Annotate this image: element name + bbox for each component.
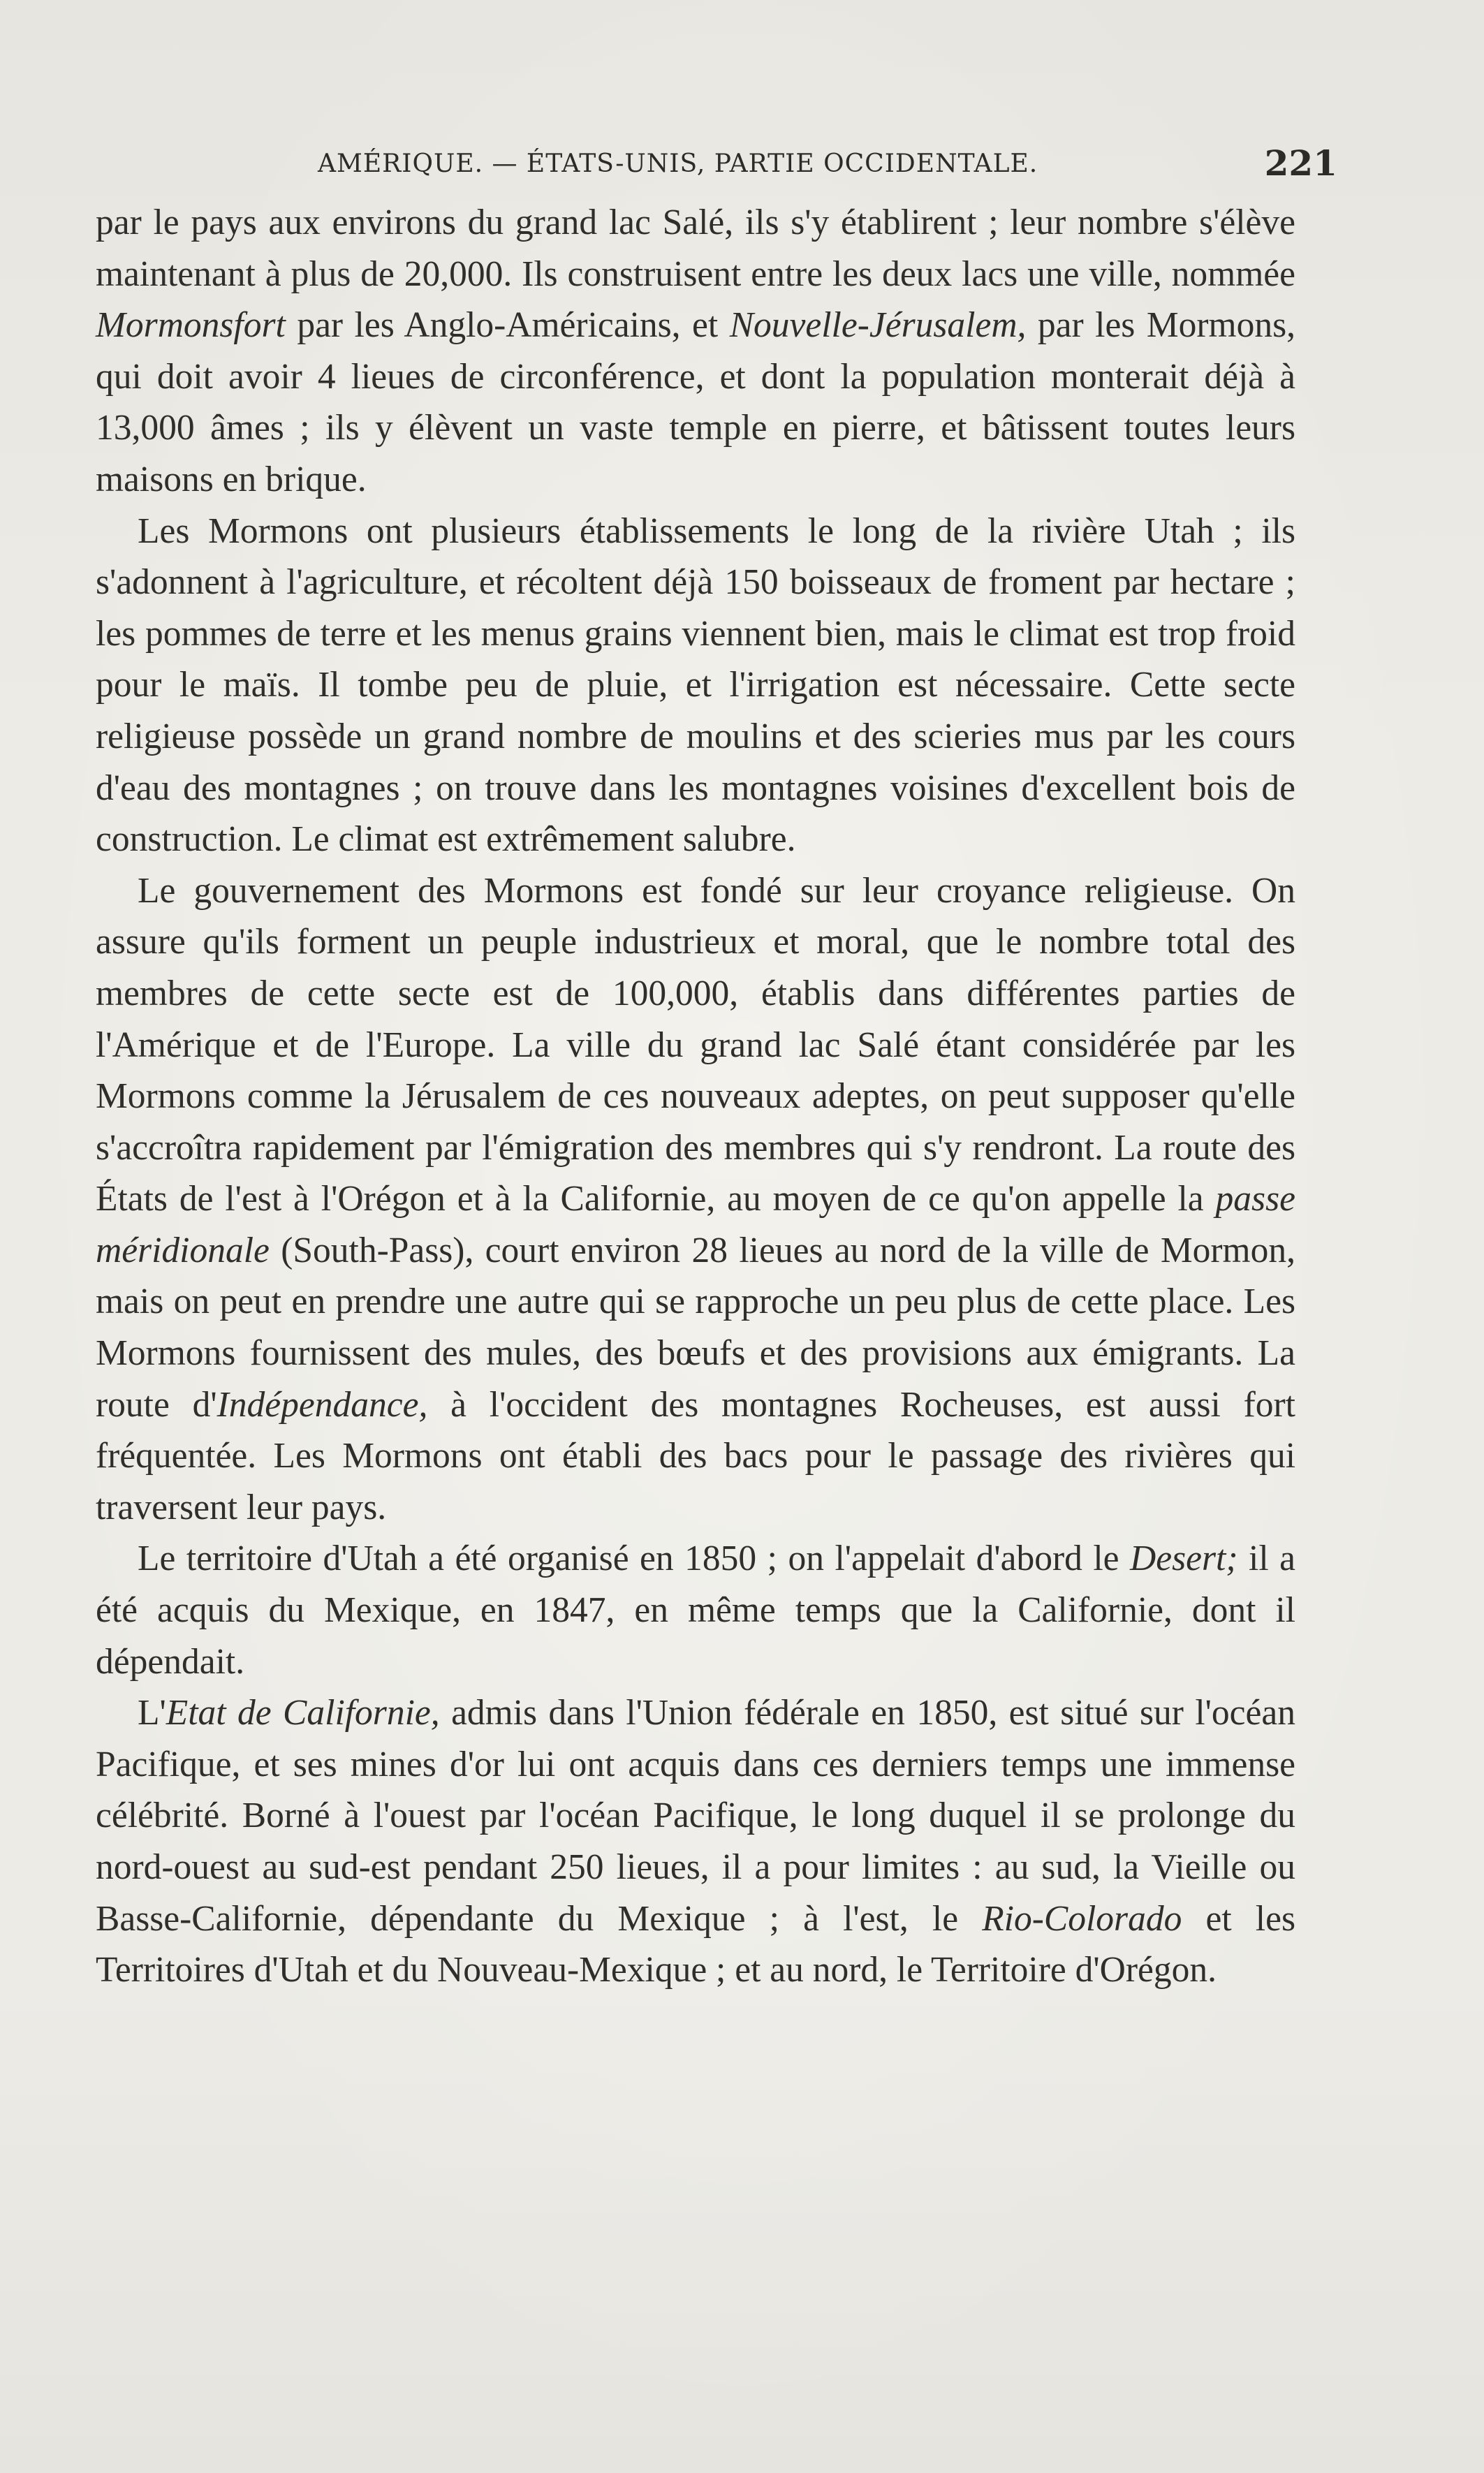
paragraph-text: (South-Pass), court environ 28 lieues au nord de la ville de Mormon, mais on peut en prendre une autre qui se rapproche un peu plus de cette place. Les Mormons fournissent des mules, des bœufs et des provisions aux émigrants. La route d' [96, 1230, 1295, 1425]
italic-term: Indépendance, [216, 1384, 428, 1425]
paragraph-text: Le territoire d'Utah a été organisé en 1850 ; on l'appelait d'abord le [138, 1539, 1131, 1579]
italic-term: passe méridionale [96, 1179, 1295, 1270]
paragraph-text: par les Anglo-Américains, et [285, 305, 730, 346]
paragraph-text: et les Territoires d'Utah et du Nouveau-Mexique ; et au nord, le Territoire d'Orégon. [96, 1898, 1295, 1990]
running-head: AMÉRIQUE. — ÉTATS-UNIS, PARTIE OCCIDENTALE. [318, 149, 1038, 178]
paragraph-4 [96, 1533, 1295, 1687]
paragraph-text: à l'occident des montagnes Rocheuses, est aussi fort fréquentée. Les Mormons ont établi des bacs pour le passage des rivières qui traversent leur pays. [96, 1384, 1295, 1527]
italic-term: Rio-Colorado [982, 1898, 1182, 1939]
paragraph-text: Les Mormons ont plusieurs établissements le long de la rivière Utah ; ils s'adonnent à l'agriculture, et récoltent déjà 150 boisseaux de froment par hectare ; les pommes de terre et les menus grains viennent bien, mais le climat est trop froid pour le maïs. Il tombe peu de pluie, et l'irrigation est nécessaire. Cette secte religieuse possède un grand nombre de moulins et des scieries mus par les cours d'eau des montagnes ; on trouve dans les montagnes voisines d'excellent bois de construction. Le climat est extrêmement salubre. [96, 511, 1295, 860]
paragraph-1 [96, 197, 1295, 506]
paragraph-text: par les Mormons, qui doit avoir 4 lieues de circonférence, et dont la population monterait déjà à 13,000 âmes ; ils y élèvent un vaste temple en pierre, et bâtissent toutes leurs maisons en brique. [96, 305, 1295, 499]
italic-term: Nouvelle-Jérusalem, [729, 305, 1027, 346]
paragraph-2 [96, 506, 1295, 865]
paragraph-text: admis dans l'Union fédérale en 1850, est situé sur l'océan Pacifique, et ses mines d'or lui ont acquis dans ces derniers temps une immense célébrité. Borné à l'ouest par l'océan Pacifique, le long duquel il se prolonge du nord-ouest au sud-est pendant 250 lieues, il a pour limites : au sud, la Vieille ou Basse-Californie, dépendante du Mexique ; à l'est, le [96, 1693, 1295, 1939]
body-text [96, 197, 1295, 1996]
page-number: 221 [1264, 142, 1337, 184]
paragraph-5 [96, 1687, 1295, 1996]
italic-term: Mormonsfort [96, 305, 286, 346]
paragraph-3 [96, 865, 1295, 1534]
paragraph-text: Le gouvernement des Mormons est fondé sur leur croyance religieuse. On assure qu'ils forment un peuple industrieux et moral, que le nombre total des membres de cette secte est de 100,000, établis dans différentes parties de l'Amérique et de l'Europe. La ville du grand lac Salé étant considérée par les Mormons comme la Jérusalem de ces nouveaux adeptes, on peut supposer qu'elle s'accroîtra rapidement par l'émigration des membres qui s'y rendront. La route des États de l'est à l'Orégon et à la Californie, au moyen de ce qu'on appelle la [96, 870, 1295, 1219]
italic-term: Etat de Californie, [166, 1693, 440, 1733]
italic-term: Desert; [1130, 1539, 1238, 1579]
paragraph-text: il a été acquis du Mexique, en 1847, en même temps que la Californie, dont il dépendait. [96, 1539, 1295, 1682]
paragraph-text: L' [138, 1693, 166, 1733]
page-header [307, 141, 1337, 190]
paragraph-text: par le pays aux environs du grand lac Salé, ils s'y établirent ; leur nombre s'élève maintenant à plus de 20,000. Ils construisent entre les deux lacs une ville, nommée [96, 203, 1295, 294]
